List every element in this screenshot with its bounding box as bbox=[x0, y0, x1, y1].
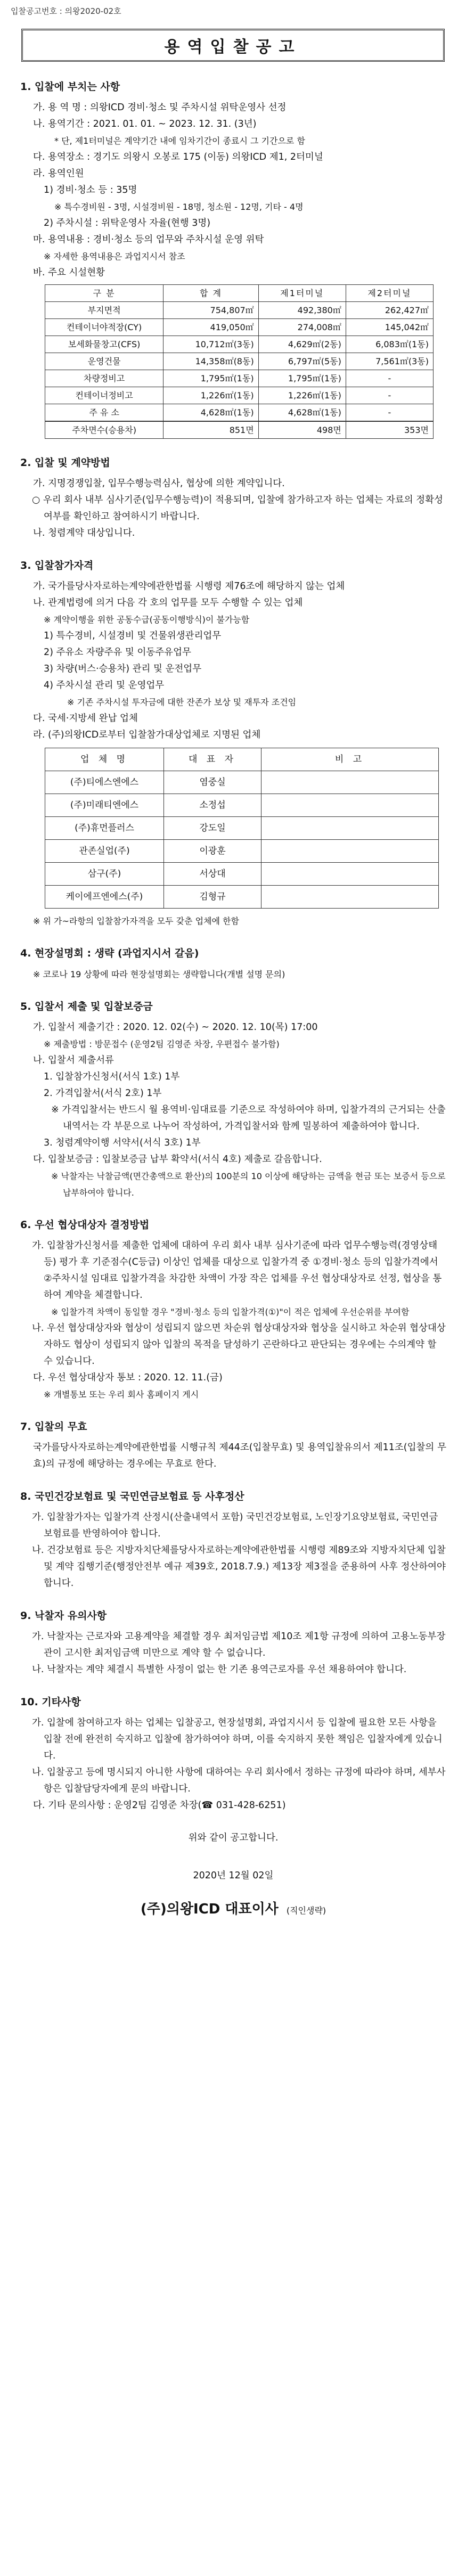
table-cell: 353면 bbox=[346, 421, 433, 439]
s2-line: 가. 지명경쟁입찰, 입무수행능력심사, 협상에 의한 계약입니다. bbox=[33, 478, 285, 489]
section-7-title: 7. 입찰의 무효 bbox=[20, 1421, 87, 1433]
table-row bbox=[45, 421, 434, 439]
closing-statement: 위와 같이 공고합니다. bbox=[188, 1833, 279, 1843]
table-cell: 6,083㎡(1동) bbox=[346, 336, 433, 353]
firm-note bbox=[261, 863, 439, 886]
firm-ceo: 서상대 bbox=[164, 863, 261, 886]
firm-ceo: 강도일 bbox=[164, 817, 261, 840]
table-cell: 419,050㎡ bbox=[163, 319, 258, 336]
s6-line: 나. 우선 협상대상자와 협상이 성립되지 않으면 차순위 협상대상자와 협상을 실시하고 차순위 협상대상자하도 협상이 성립되지 않아 입찰의 목적을 달성하기 곤란하다고 판단되는 경우에는 수의계약 할 수 있습니다. bbox=[32, 1323, 446, 1367]
s10-line: 다. 기타 문의사항 : 운영2팀 김영준 차장(☎ 031-428-6251) bbox=[33, 1800, 286, 1811]
section-2-title: 2. 입찰 및 계약방법 bbox=[20, 457, 110, 469]
s2-line: 나. 청렴계약 대상입니다. bbox=[33, 528, 135, 538]
s3-line: 라. (주)의왕ICD로부터 입찰참가대상업체로 지명된 업체 bbox=[33, 730, 261, 740]
firm-ceo: 소정섭 bbox=[164, 794, 261, 817]
s1-line: ※ 특수경비원 - 3명, 시설경비원 - 18명, 청소원 - 12명, 기타 - 4명 bbox=[54, 202, 304, 212]
table-cell: 컨테이너정비고 bbox=[45, 387, 163, 404]
s9-line: 나. 낙찰자는 계약 체결시 특별한 사정이 없는 한 기존 용역근로자를 우선 채용하여야 합니다. bbox=[32, 1664, 407, 1675]
s5-line: 나. 입찰서 제출서류 bbox=[33, 1055, 114, 1066]
page-title: 용역입찰공고 bbox=[21, 29, 445, 62]
s1-line: 다. 용역장소 : 경기도 의왕시 오봉로 175 (이동) 의왕ICD 제1, 2터미널 bbox=[33, 152, 323, 162]
firm-name: 관존실업(주) bbox=[45, 840, 164, 863]
table-cell: 4,629㎡(2동) bbox=[258, 336, 346, 353]
table-header: 대 표 자 bbox=[164, 748, 261, 771]
firms-table bbox=[45, 748, 439, 909]
table-header: 구 분 bbox=[45, 285, 163, 302]
s8-line: 나. 건강보험료 등은 지방자치단체를당사자로하는계약에관한법률 시행령 제89조와 지방자치단체 입찰 및 계약 집행기준(행정안전부 예규 제39호, 2018.7.9.) 제13장 제3절을 준용하여 사후 정산하여야 합니다. bbox=[32, 1545, 446, 1589]
s5-line: ※ 제출방법 : 방문접수 (운영2팀 김영준 차장, 우편접수 불가함) bbox=[44, 1039, 280, 1049]
section-5-title: 5. 입찰서 제출 및 입찰보증금 bbox=[20, 1001, 153, 1012]
firm-name: (주)휴먼플러스 bbox=[45, 817, 164, 840]
table-header-row bbox=[45, 748, 439, 771]
table-cell: 7,561㎡(3동) bbox=[346, 353, 433, 370]
s5-line: ※ 가격입찰서는 반드시 월 용역비·임대료를 기준으로 작성하여야 하며, 입찰가격의 근거되는 산출내역서는 각 부문으로 나누어 작성하여, 가격입찰서와 함께 밀봉하여 제출하여야 합니다. bbox=[51, 1105, 446, 1132]
table-row bbox=[45, 794, 439, 817]
table-header: 비 고 bbox=[261, 748, 439, 771]
s4-line: ※ 코로나 19 상황에 따라 현장설명회는 생략합니다(개별 설명 문의) bbox=[33, 969, 285, 979]
table-cell: 492,380㎡ bbox=[258, 302, 346, 319]
firm-name: (주)미래티엔에스 bbox=[45, 794, 164, 817]
table-cell: 4,628㎡(1동) bbox=[163, 404, 258, 422]
table-row bbox=[45, 370, 434, 387]
table-cell: 10,712㎡(3동) bbox=[163, 336, 258, 353]
s6-line: 가. 입찰참가신청서를 제출한 업체에 대하여 우리 회사 내부 심사기준에 따라 업무수행능력(경영상태 등) 평가 후 기준점수(C등급) 이상인 업체를 대상으로 입찰가격 중 ①경비·청소 등의 입찰가격에서 ②주차시설 임대료 입찰가격을 차감한 차액이 가장 작은 업체를 우선 협상대상자로 선정, 협상을 통하여 계약을 체결합니다. bbox=[32, 1240, 442, 1301]
table-row bbox=[45, 353, 434, 370]
s3-line: 가. 국가를당사자로하는계약에관한법률 시행령 제76조에 해당하지 않는 업체 bbox=[33, 581, 345, 592]
section-8-title: 8. 국민건강보험료 및 국민연금보험료 등 사후정산 bbox=[20, 1491, 244, 1502]
s1-line: 나. 용역기간 : 2021. 01. 01. ~ 2023. 12. 31. (3년) bbox=[33, 119, 257, 129]
s8-line: 가. 입찰참가자는 입찰가격 산정시(산출내역서 포함) 국민건강보험료, 노인장기요양보험료, 국민연금보험료를 반영하여야 합니다. bbox=[32, 1512, 438, 1539]
table-row bbox=[45, 387, 434, 404]
table-header-row bbox=[45, 285, 434, 302]
section-1-title: 1. 입찰에 부치는 사항 bbox=[20, 81, 120, 93]
table-row bbox=[45, 771, 439, 794]
table-cell: 274,008㎡ bbox=[258, 319, 346, 336]
section-4-title: 4. 현장설명회 : 생략 (과업지시서 갈음) bbox=[20, 947, 199, 959]
table-header: 합 계 bbox=[163, 285, 258, 302]
table-header: 업 체 명 bbox=[45, 748, 164, 771]
s3-line: 3) 차량(버스·승용차) 관리 및 운전업무 bbox=[44, 664, 202, 674]
issuer-signature bbox=[20, 1901, 446, 1919]
s1-line: * 단, 제1터미널은 계약기간 내에 임차기간이 종료시 그 기간으로 함 bbox=[54, 136, 305, 146]
table-cell: 운영건물 bbox=[45, 353, 163, 370]
table-cell: 보세화물창고(CFS) bbox=[45, 336, 163, 353]
section-10-title: 10. 기타사항 bbox=[20, 1696, 81, 1708]
notice-number: 입찰공고번호 : 의왕2020-02호 bbox=[11, 6, 121, 16]
table-row bbox=[45, 319, 434, 336]
table-cell: 차량정비고 bbox=[45, 370, 163, 387]
firm-name: 삼구(주) bbox=[45, 863, 164, 886]
table-cell: 754,807㎡ bbox=[163, 302, 258, 319]
firm-ceo: 김형규 bbox=[164, 886, 261, 909]
table-cell: - bbox=[346, 387, 433, 404]
table-cell: 1,795㎡(1동) bbox=[258, 370, 346, 387]
s1-line: 1) 경비·청소 등 : 35명 bbox=[44, 185, 137, 195]
s9-line: 가. 낙찰자는 근로자와 고용계약을 체결할 경우 최저임금법 제10조 제1항 규정에 의하여 고용노동부장관이 고시한 최저임금액 미만으로 계약 할 수 없습니다. bbox=[32, 1631, 446, 1658]
s6-line: 다. 우선 협상대상자 통보 : 2020. 12. 11.(금) bbox=[33, 1372, 223, 1383]
table-cell: 6,797㎡(5동) bbox=[258, 353, 346, 370]
notice-body bbox=[20, 79, 446, 1919]
s6-line: ※ 개별통보 또는 우리 회사 홈페이지 게시 bbox=[44, 1389, 199, 1400]
table-cell: 주 유 소 bbox=[45, 404, 163, 422]
table-row bbox=[45, 886, 439, 909]
s5-line: 3. 청렴계약이행 서약서(서식 3호) 1부 bbox=[44, 1138, 201, 1148]
firm-note bbox=[261, 817, 439, 840]
s10-line: 나. 입찰공고 등에 명시되지 아니한 사항에 대하여는 우리 회사에서 정하는 규정에 따라야 하며, 세부사항은 입찰담당자에게 문의 바랍니다. bbox=[32, 1767, 446, 1794]
firm-note bbox=[261, 840, 439, 863]
s1-line: 바. 주요 시설현황 bbox=[33, 267, 105, 278]
table-cell: 컨테이너야적장(CY) bbox=[45, 319, 163, 336]
s5-line: 2. 가격입찰서(서식 2호) 1부 bbox=[44, 1088, 162, 1099]
table-row bbox=[45, 404, 434, 422]
table-cell: 주차면수(승용차) bbox=[45, 421, 163, 439]
section-9-title: 9. 낙찰자 유의사항 bbox=[20, 1610, 107, 1622]
table-row bbox=[45, 840, 439, 863]
s10-line: 가. 입찰에 참여하고자 하는 업체는 입찰공고, 현장설명회, 과업지시서 등 입찰에 필요한 모든 사항을 입찰 전에 완전히 숙지하고 입찰에 참가하여야 하며, 이를 숙지하지 못한 책임은 입찰자에게 있습니다. bbox=[32, 1718, 443, 1761]
firm-note bbox=[261, 794, 439, 817]
table-row bbox=[45, 336, 434, 353]
table-cell: - bbox=[346, 370, 433, 387]
s1-line: 가. 용 역 명 : 의왕ICD 경비·청소 및 주차시설 위탁운영사 선정 bbox=[33, 102, 287, 113]
firm-note bbox=[261, 886, 439, 909]
s3-line: 다. 국세·지방세 완납 업체 bbox=[33, 713, 138, 724]
s3-line: ※ 계약이행을 위한 공동수급(공동이행방식)이 불가능함 bbox=[44, 615, 250, 625]
s6-line: ※ 입찰가격 차액이 동일할 경우 "경비·청소 등의 입찰가격(①)"이 적은 업체에 우선순위를 부여함 bbox=[51, 1307, 410, 1317]
section-6-title: 6. 우선 협상대상자 결정방법 bbox=[20, 1219, 150, 1231]
s3-line: ※ 위 가~라항의 입찰참가자격을 모두 갖춘 업체에 한함 bbox=[33, 916, 239, 926]
table-cell: - bbox=[346, 404, 433, 422]
table-cell: 4,628㎡(1동) bbox=[258, 404, 346, 422]
table-cell: 1,226㎡(1동) bbox=[163, 387, 258, 404]
firm-note bbox=[261, 771, 439, 794]
table-cell: 1,795㎡(1동) bbox=[163, 370, 258, 387]
table-row bbox=[45, 863, 439, 886]
s3-line: 1) 특수경비, 시설경비 및 건물위생관리업무 bbox=[44, 631, 222, 641]
s3-line: 나. 관계법령에 의거 다음 각 호의 업무를 모두 수행할 수 있는 업체 bbox=[33, 598, 303, 608]
s5-line: ※ 낙찰자는 낙찰금액(면간총액으로 환산)의 100분의 10 이상에 해당하는 금액을 현금 또는 보증서 등으로 납부하여야 합니다. bbox=[51, 1171, 446, 1198]
table-row bbox=[45, 817, 439, 840]
firm-ceo: 이광훈 bbox=[164, 840, 261, 863]
table-cell: 14,358㎡(8동) bbox=[163, 353, 258, 370]
issuer-company: (주)의왕ICD 대표이사 bbox=[140, 1901, 279, 1917]
table-header: 제1터미널 bbox=[258, 285, 346, 302]
s5-line: 다. 입찰보증금 : 입찰보증금 납부 확약서(서식 4호) 제출로 갈음합니다. bbox=[33, 1154, 322, 1165]
firm-ceo: 염중실 bbox=[164, 771, 261, 794]
s1-line: 라. 용역인원 bbox=[33, 168, 84, 179]
seal-note: (직인생략) bbox=[286, 1906, 326, 1916]
s2-line: ○ 우리 회사 내부 심사기준(입무수행능력)이 적용되며, 입찰에 참가하고자 하는 업체는 자료의 정확성 여부를 확인하고 참여하시기 바랍니다. bbox=[32, 495, 443, 522]
table-header: 제2터미널 bbox=[346, 285, 433, 302]
notice-date: 2020년 12월 02일 bbox=[193, 1870, 274, 1881]
table-cell: 851면 bbox=[163, 421, 258, 439]
section-3-title: 3. 입찰참가자격 bbox=[20, 560, 94, 571]
s3-line: 2) 주유소 자량주유 및 이동주유업무 bbox=[44, 647, 191, 658]
firm-name: 케이에프엔에스(주) bbox=[45, 886, 164, 909]
s5-line: 가. 입찰서 제출기간 : 2020. 12. 02(수) ~ 2020. 12. 10(목) 17:00 bbox=[33, 1022, 318, 1033]
s1-line: 마. 용역내용 : 경비·청소 등의 업무와 주차시설 운영 위탁 bbox=[33, 234, 264, 245]
s1-line: ※ 자세한 용역내용은 과업지시서 참조 bbox=[44, 251, 185, 261]
table-cell: 부지면적 bbox=[45, 302, 163, 319]
s3-line: 4) 주차시설 관리 및 운영업무 bbox=[44, 680, 165, 691]
s5-line: 1. 입찰참가신청서(서식 1호) 1부 bbox=[44, 1072, 180, 1082]
s1-line: 2) 주차시설 : 위탁운영사 자율(현행 3명) bbox=[44, 218, 211, 228]
table-row bbox=[45, 302, 434, 319]
table-cell: 145,042㎡ bbox=[346, 319, 433, 336]
table-cell: 262,427㎡ bbox=[346, 302, 433, 319]
table-cell: 1,226㎡(1동) bbox=[258, 387, 346, 404]
s7-line: 국가를당사자로하는계약에관한법률 시행규칙 제44조(입찰무효) 및 용역입찰유의서 제11조(입찰의 무효)의 규정에 해당하는 경우에는 무효로 한다. bbox=[33, 1442, 446, 1469]
facility-table bbox=[45, 284, 434, 439]
s3-line: ※ 기존 주차시설 투자금에 대한 잔존가 보상 및 재투자 조건임 bbox=[67, 697, 297, 707]
firm-name: (주)티에스엔에스 bbox=[45, 771, 164, 794]
table-cell: 498면 bbox=[258, 421, 346, 439]
